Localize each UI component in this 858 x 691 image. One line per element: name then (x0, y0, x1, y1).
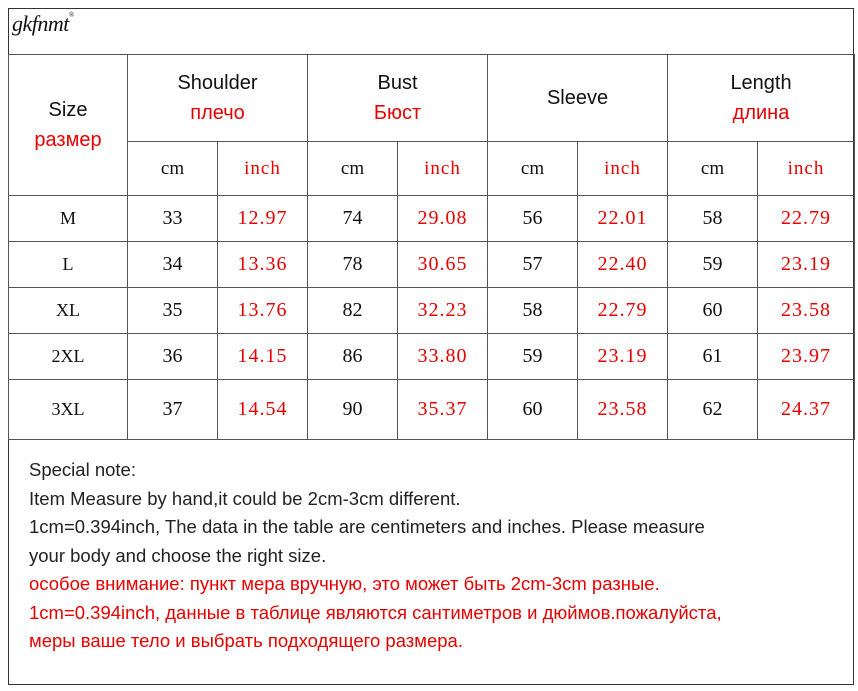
size-header-ru: размер (34, 129, 102, 151)
unit-cm: cm (668, 142, 758, 196)
cm-value: 58 (668, 196, 758, 242)
note-line-en: Special note: (29, 459, 136, 480)
brand-logo-text: gkfnmt (12, 11, 69, 36)
cm-value: 62 (668, 380, 758, 440)
inch-value: 12.97 (218, 196, 308, 242)
size-label: XL (9, 288, 128, 334)
inch-value: 30.65 (398, 242, 488, 288)
cm-value: 58 (488, 288, 578, 334)
unit-inch: inch (578, 142, 668, 196)
size-label: 3XL (9, 380, 128, 440)
brand-logo (12, 11, 74, 37)
note-line-ru: 1cm=0.394inch, данные в таблице являются сантиметров и дюймов.пожалуйста, (29, 601, 722, 623)
inch-value: 22.79 (758, 196, 855, 242)
table-row (9, 334, 855, 380)
inch-value: 23.19 (578, 334, 668, 380)
note-line-en: Item Measure by hand,it could be 2cm-3cm different. (29, 487, 461, 509)
unit-inch: inch (218, 142, 308, 196)
cm-value: 33 (128, 196, 218, 242)
size-label: M (9, 196, 128, 242)
table-row (9, 288, 855, 334)
size-header-en: Size (48, 99, 88, 121)
size-label: L (9, 242, 128, 288)
cm-value: 59 (668, 242, 758, 288)
cm-value: 35 (128, 288, 218, 334)
bust-header-en: Bust (377, 72, 418, 94)
size-label: 2XL (9, 334, 128, 380)
cm-value: 37 (128, 380, 218, 440)
inch-value: 24.37 (758, 380, 855, 440)
cm-value: 82 (308, 288, 398, 334)
cm-value: 57 (488, 242, 578, 288)
length-header (668, 55, 855, 142)
unit-cm: cm (488, 142, 578, 196)
bust-header (308, 55, 488, 142)
table-row (9, 380, 855, 440)
inch-value: 32.23 (398, 288, 488, 334)
unit-inch: inch (758, 142, 855, 196)
inch-value: 33.80 (398, 334, 488, 380)
inch-value: 14.15 (218, 334, 308, 380)
table-row (9, 242, 855, 288)
cm-value: 36 (128, 334, 218, 380)
inch-value: 23.97 (758, 334, 855, 380)
cm-value: 60 (668, 288, 758, 334)
cm-value: 59 (488, 334, 578, 380)
unit-cm: cm (128, 142, 218, 196)
note-line-ru: меры ваше тело и выбрать подходящего размера. (29, 630, 463, 651)
shoulder-header-en: Shoulder (177, 72, 258, 94)
inch-value: 13.36 (218, 242, 308, 288)
note-line-en: your body and choose the right size. (29, 544, 327, 566)
length-header-ru: длина (732, 102, 790, 124)
inch-value: 35.37 (398, 380, 488, 440)
shoulder-header-ru: плечо (190, 102, 245, 124)
unit-inch: inch (398, 142, 488, 196)
special-note (29, 456, 849, 656)
sleeve-header-en: Sleeve (546, 87, 609, 109)
cm-value: 86 (308, 334, 398, 380)
header-row-units (9, 142, 855, 196)
registered-mark: ® (68, 11, 74, 19)
cm-value: 34 (128, 242, 218, 288)
cm-value: 56 (488, 196, 578, 242)
cm-value: 61 (668, 334, 758, 380)
header-row-groups (9, 55, 855, 142)
cm-value: 90 (308, 380, 398, 440)
inch-value: 22.79 (578, 288, 668, 334)
unit-cm: cm (308, 142, 398, 196)
note-line-ru: особое внимание: пункт мера вручную, это может быть 2cm-3cm разные. (29, 573, 660, 594)
size-header (9, 55, 128, 196)
inch-value: 23.58 (578, 380, 668, 440)
table-row (9, 196, 855, 242)
inch-value: 14.54 (218, 380, 308, 440)
cm-value: 60 (488, 380, 578, 440)
sleeve-header (488, 55, 668, 142)
shoulder-header (128, 55, 308, 142)
length-header-en: Length (730, 72, 792, 94)
inch-value: 29.08 (398, 196, 488, 242)
inch-value: 23.58 (758, 288, 855, 334)
inch-value: 22.40 (578, 242, 668, 288)
note-line-en: 1cm=0.394inch, The data in the table are centimeters and inches. Please measure (29, 516, 705, 537)
bust-header-ru: Бюст (373, 102, 422, 124)
inch-value: 23.19 (758, 242, 855, 288)
cm-value: 74 (308, 196, 398, 242)
size-table (8, 54, 855, 440)
cm-value: 78 (308, 242, 398, 288)
inch-value: 22.01 (578, 196, 668, 242)
inch-value: 13.76 (218, 288, 308, 334)
